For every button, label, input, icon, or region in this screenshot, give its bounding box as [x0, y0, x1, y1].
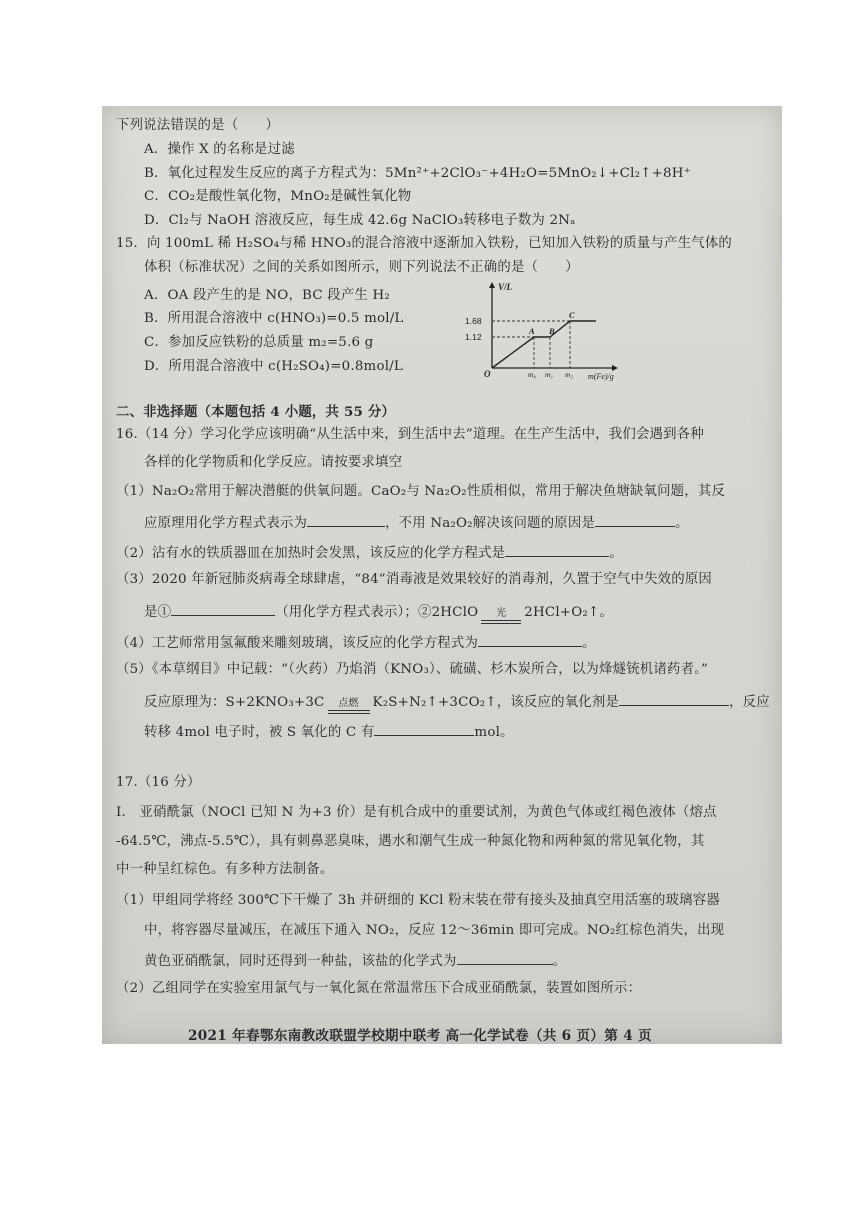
- q17-part1-line3: [144, 950, 566, 971]
- y-tick-1-68: 1.68: [465, 316, 482, 326]
- q17-part1-answer-blank[interactable]: [457, 950, 553, 965]
- q16-part3-prefix: 是①: [144, 605, 172, 620]
- q16-part1-answer-blank-1[interactable]: [307, 512, 385, 527]
- q16-part2-answer-blank[interactable]: [505, 542, 609, 557]
- q16-part1-answer-blank-2[interactable]: [595, 512, 675, 527]
- q16-part2: [116, 542, 623, 563]
- x-axis-arrow: [612, 365, 618, 371]
- q16-part3-line1: （3）2020 年新冠肺炎病毒全球肆虐，“84”消毒液是效果较好的消毒剂，久置于空气中失效的原因: [116, 572, 713, 587]
- q16-stem-line1: 16.（14 分）学习化学应该明确“从生活中来，到生活中去”道理。在生产生活中，我们会遇到各种: [116, 427, 704, 442]
- q16-part4-prefix: （4）工艺师常用氢氟酸来雕刻玻璃，该反应的化学方程式为: [116, 636, 479, 651]
- q14-option-d: D．Cl₂与 NaOH 溶液反应，每生成 42.6g NaClO₃转移电子数为 2Nₐ: [144, 213, 576, 228]
- y-axis-label: V/L: [498, 282, 513, 292]
- y-tick-1-12: 1.12: [465, 332, 482, 342]
- condition-ignite-label: 点燃: [338, 698, 359, 709]
- point-c-label: C: [569, 310, 575, 320]
- x-tick-m2: m₂: [565, 370, 574, 379]
- section-2-title: 二、非选择题（本题包括 4 小题，共 55 分）: [116, 404, 396, 420]
- q16-part3-end: 2HCl+O₂↑。: [524, 605, 613, 620]
- x-axis-label: m(Fe)/g: [588, 372, 614, 381]
- q16-part5-mid: K₂S+N₂↑+3CO₂↑，该反应的氧化剂是: [372, 695, 620, 710]
- q16-part5-line1: （5）《本草纲目》中记载：“（火药）乃焰消（KNO₃）、硫磺、杉木炭所合，以为烽燧铳机诸药者。”: [116, 662, 709, 677]
- q16-stem-line2: 各样的化学物质和化学反应。请按要求填空: [144, 455, 403, 470]
- q16-part5-line3-prefix: 转移 4mol 电子时，被 S 氧化的 C 有: [144, 725, 375, 740]
- q17-intro-line2: -64.5℃，沸点-5.5℃），具有刺鼻恶臭味，遇水和潮气生成一种氮化物和两种氮的常见氧化物，其: [116, 834, 705, 849]
- q16-part4-answer-blank[interactable]: [478, 632, 582, 647]
- q14-option-b: B．氧化过程发生反应的离子方程式为：5Mn²⁺+2ClO₃⁻+4H₂O=5MnO₂↓+Cl₂↑+8H⁺: [144, 166, 691, 181]
- gas-volume-curve: [492, 321, 596, 368]
- q16-part5-prefix: 反应原理为：S+2KNO₃+3C: [144, 695, 325, 710]
- x-tick-m1: m₁: [545, 370, 554, 379]
- x-tick-m0: m₀: [528, 370, 537, 379]
- q16-part1-end: 。: [675, 516, 689, 531]
- q17-part1-line2: 中，将容器尽量减压，在减压下通入 NO₂，反应 12～36min 即可完成。NO₂红棕色消失，出现: [144, 923, 725, 938]
- q14-option-a: A．操作 X 的名称是过滤: [144, 142, 295, 157]
- origin-label: O: [484, 369, 491, 379]
- q16-part3-line2: [144, 601, 613, 624]
- q17-intro-line3: 中一种呈红棕色。有多种方法制备。: [116, 862, 334, 877]
- y-axis-arrow: [489, 282, 495, 288]
- q16-part1-line1: （1）Na₂O₂常用于解决潜艇的供氧问题。CaO₂与 Na₂O₂性质相似，常用于解决鱼塘缺氧问题，其反: [116, 484, 726, 499]
- q16-part3-answer-blank[interactable]: [171, 601, 275, 616]
- q16-part2-end: 。: [609, 546, 623, 561]
- q15-option-d: D．所用混合溶液中 c(H₂SO₄)=0.8mol/L: [144, 359, 403, 374]
- reaction-condition-ignite: [328, 699, 370, 714]
- q14-option-c: C．CO₂是酸性氧化物，MnO₂是碱性氧化物: [144, 189, 412, 204]
- q15-option-b: B．所用混合溶液中 c(HNO₃)=0.5 mol/L: [144, 311, 404, 326]
- q17-part1-line1: （1）甲组同学将经 300℃下干燥了 3h 并研细的 KCl 粉末装在带有接头及抽真空用活塞的玻璃容器: [116, 893, 720, 908]
- q16-part5-answer-blank-2[interactable]: [374, 721, 474, 736]
- q16-part1-prefix: 应原理用化学方程式表示为: [144, 516, 308, 531]
- q16-part1-line2: [144, 512, 689, 533]
- reaction-condition-light: [481, 609, 521, 624]
- q16-part4-end: 。: [582, 636, 596, 651]
- condition-light-label: 光: [496, 608, 507, 619]
- q16-part2-prefix: （2）沾有水的铁质器皿在加热时会发黑，该反应的化学方程式是: [116, 546, 506, 561]
- q15-stem-line1: 15．向 100mL 稀 H₂SO₄与稀 HNO₃的混合溶液中逐渐加入铁粉，已知加入铁粉的质量与产生气体的: [116, 236, 733, 251]
- q17-stem: 17.（16 分）: [116, 775, 201, 790]
- q16-part5-answer-blank-1[interactable]: [619, 691, 729, 706]
- q16-part5-end: ，反应: [729, 695, 770, 710]
- q15-option-a: A．OA 段产生的是 NO，BC 段产生 H₂: [144, 288, 390, 303]
- q16-part4: [116, 632, 596, 653]
- q17-part1-prefix: 黄色亚硝酰氯，同时还得到一种盐，该盐的化学式为: [144, 954, 457, 969]
- point-b-label: B: [549, 326, 555, 336]
- q16-part5-line2: [144, 691, 770, 714]
- q15-graph: [462, 280, 622, 384]
- q14-stem: 下列说法错误的是（ ）: [116, 118, 280, 133]
- q17-part2: （2）乙组同学在实验室用氯气与一氧化氮在常温常压下合成亚硝酰氯，装置如图所示：: [116, 981, 642, 996]
- point-a-label: A: [529, 326, 535, 336]
- q16-part1-mid: ，不用 Na₂O₂解决该问题的原因是: [385, 516, 596, 531]
- q17-intro-line1: I. 亚硝酰氯（NOCl 已知 N 为+3 价）是有机合成中的重要试剂，为黄色气体或红褐色液体（熔点: [116, 805, 717, 820]
- q15-option-c: C．参加反应铁粉的总质量 m₂=5.6 g: [144, 335, 374, 350]
- q17-part1-end: 。: [552, 954, 567, 969]
- q16-part3-mid: （用化学方程式表示）；②2HClO: [275, 605, 479, 620]
- q16-part5-line3-end: mol。: [474, 725, 514, 740]
- q16-part5-line3: [144, 721, 514, 742]
- q15-stem-line2: 体积（标准状况）之间的关系如图所示，则下列说法不正确的是（ ）: [144, 260, 579, 275]
- page-footer: 2021 年春鄂东南教改联盟学校期中联考 高一化学试卷（共 6 页）第 4 页: [188, 1028, 652, 1044]
